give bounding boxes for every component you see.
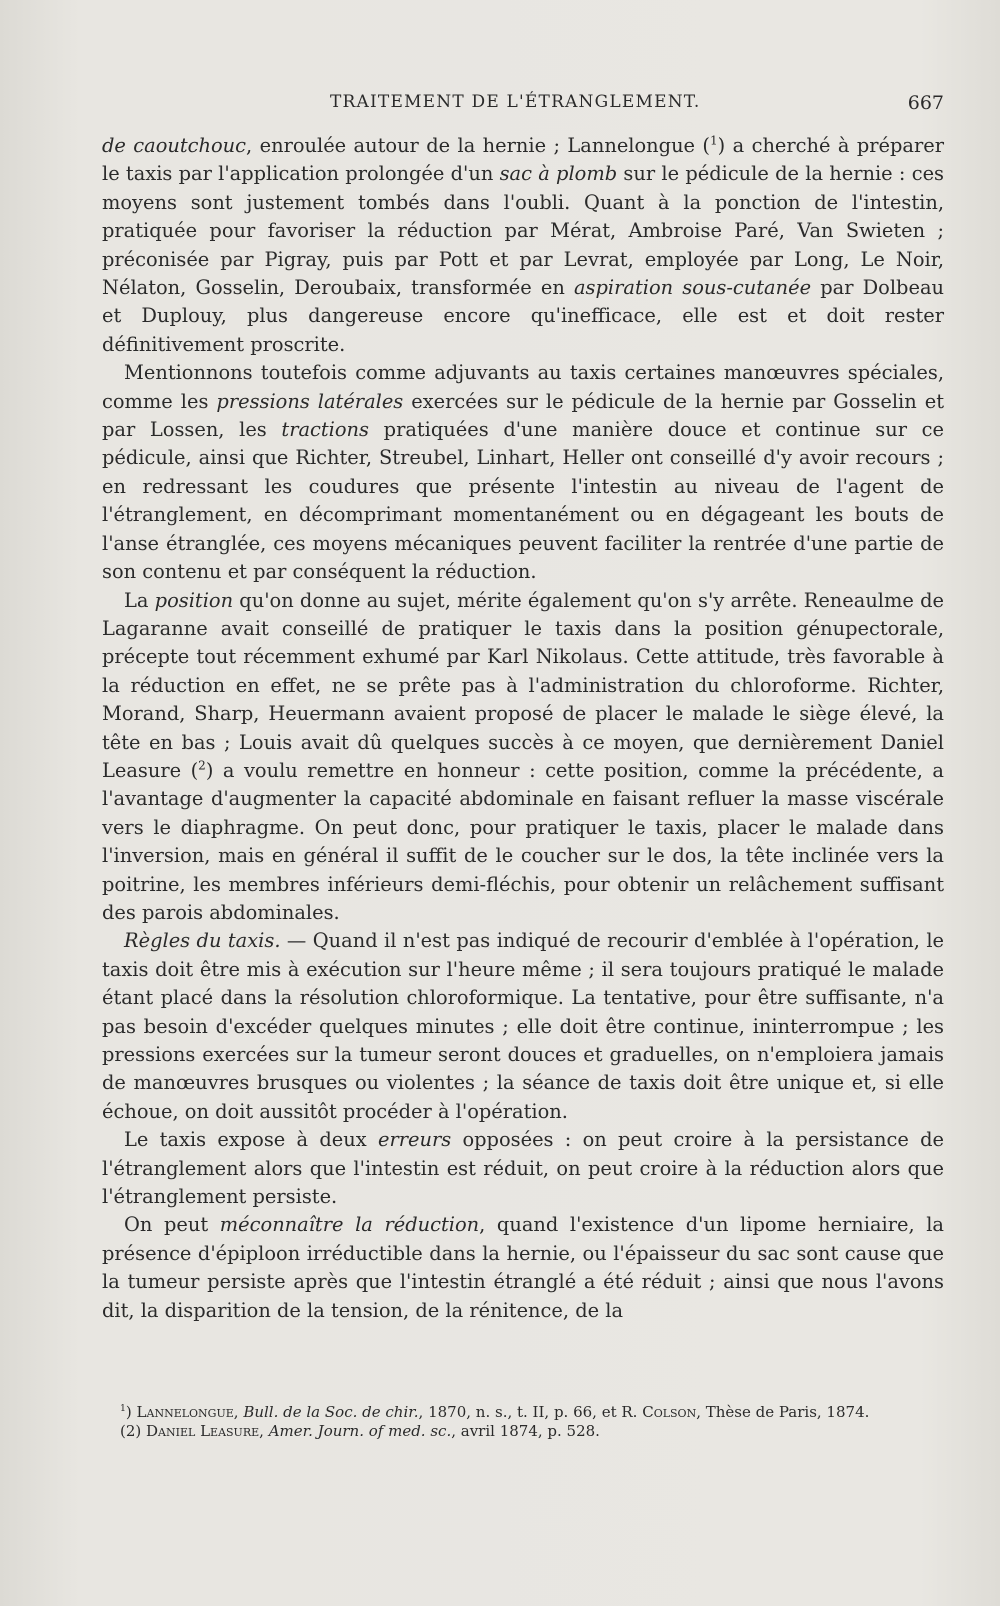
footnote-mark: (2)	[120, 1422, 142, 1440]
footnote-1: $^1$) Lannelongue, Bull. de la Soc. de chir., 1870, n. s., t. II, p. 66, et R. Colson, Thèse de Paris, 1874.	[120, 1403, 870, 1421]
paragraph-meconnaitre: On peut méconnaître la réduction, quand l'existence d'un lipome herniaire, la présence d'épiploon irréductible dans la hernie, ou l'épaisseur du sac sont cause que la tumeur persiste après que l'intestin étranglé a été réduit ; ainsi que nous l'avons dit, la disparition de la tension, de la rénitence, de la	[102, 1213, 944, 1322]
page-number: 667	[907, 92, 944, 114]
paragraph-regles-du-taxis: Règles du taxis. — Quand il n'est pas indiqué de recourir d'emblée à l'opération, le taxis doit être mis à exécution sur l'heure même ; il sera toujours pratiqué le malade étant placé dans la résolution chloroformique. La tentative, pour être suffisante, n'a pas besoin d'excéder quelques minutes ; elle doit être continue, ininterrompue ; les pressions exercées sur la tumeur seront douces et graduelles, on n'emploiera jamais de manœuvres brusques ou violentes ; la séance de taxis doit être unique et, si elle échoue, on doit aussitôt procéder à l'opération.	[102, 929, 945, 1123]
paragraph-erreurs: Le taxis expose à deux erreurs opposées : on peut croire à la persistance de l'étranglement alors que l'intestin est réduit, on peut croire à la réduction alors que l'étranglement persiste.	[102, 1128, 944, 1209]
section-heading: Règles du taxis.	[124, 929, 281, 953]
italic-term: tractions	[281, 418, 369, 442]
italic-term: de caoutchouc	[102, 134, 247, 157]
paragraph-adjuvants: Mentionnons toutefois comme adjuvants au taxis certaines manœuvres spéciales, comme les pressions latérales exercées sur le pédicule de la hernie par Gosselin et par Lossen, les tractions pratiquées d'une manière douce et continue sur ce pédicule, ainsi que Richter, Streubel, Linhart, Heller ont conseillé d'y avoir recours ; en redressant les coudures que présente l'intestin au niveau de l'agent de l'étranglement, en décomprimant momentanément ou en dégageant les bouts de l'anse étranglée, ces moyens mécaniques peuvent faciliter la rentrée d'une partie de son contenu et par conséquent la réduction.	[102, 361, 944, 584]
italic-term: pressions latérales	[216, 389, 404, 413]
italic-term: méconnaître la réduction	[219, 1213, 480, 1237]
italic-term: position	[154, 588, 234, 612]
italic-term: erreurs	[377, 1128, 452, 1152]
footnote-ref: 2	[198, 758, 206, 773]
italic-term: aspiration sous-cutanée	[574, 276, 812, 300]
footnote-journal: Amer. Journ. of med. sc.	[268, 1422, 452, 1440]
paragraph-ponction: de caoutchouc, enroulée autour de la hernie ; Lannelongue ($^1$) a cherché à préparer le taxis par l'application prolongée d'un sac à plomb sur le pédicule de la hernie : ces moyens sont justement tombés dans l'oubli. Quant à la ponction de l'intestin, pratiquée pour favoriser la réduction par Mérat, Ambroise Paré, Van Swieten ; préconisée par Pigray, puis par Pott et par Levrat, employée par Long, Le Noir, Nélaton, Gosselin, Deroubaix, transformée en aspiration sous-cutanée par Dolbeau et Duplouy, plus dangereuse encore qu'inefficace, elle est et doit rester définitivement proscrite.	[102, 133, 944, 356]
footnote-mark: 1	[120, 1403, 126, 1414]
footnote-author: Daniel Leasure	[146, 1422, 260, 1440]
footnote-ref: 1	[710, 133, 718, 148]
footnotes	[102, 1403, 944, 1441]
italic-term: sac à plomb	[499, 162, 618, 186]
footnote-author: Colson	[642, 1403, 697, 1421]
page-header	[102, 92, 944, 120]
footnote-2: (2) Daniel Leasure, Amer. Journ. of med. sc., avril 1874, p. 528.	[120, 1422, 600, 1440]
footnote-journal: Bull. de la Soc. de chir.	[243, 1403, 419, 1421]
footnote-author: Lannelongue	[136, 1403, 234, 1421]
paragraph-position: La position qu'on donne au sujet, mérite également qu'on s'y arrête. Reneaulme de Lagaranne avait conseillé de pratiquer le taxis dans la position génupectorale, précepte tout récemment exhumé par Karl Nikolaus. Cette attitude, très favorable à la réduction en effet, ne se prête pas à l'administration du chloroforme. Richter, Morand, Sharp, Heuermann avaient proposé de placer le malade le siège élevé, la tête en bas ; Louis avait dû quelques succès à ce moyen, que dernièrement Daniel Leasure ($^2$) a voulu remettre en honneur : cette position, comme la précédente, a l'avantage d'augmenter la capacité abdominale en faisant refluer la masse viscérale vers le diaphragme. On peut donc, pour pratiquer le taxis, placer le malade dans l'inversion, mais en général il suffit de le coucher sur le dos, la tête inclinée vers la poitrine, les membres inférieurs demi-fléchis, pour obtenir un relâchement suffisant des parois abdominales.	[102, 588, 944, 924]
body-text	[102, 132, 944, 1325]
running-title: TRAITEMENT DE L'ÉTRANGLEMENT.	[330, 92, 701, 112]
